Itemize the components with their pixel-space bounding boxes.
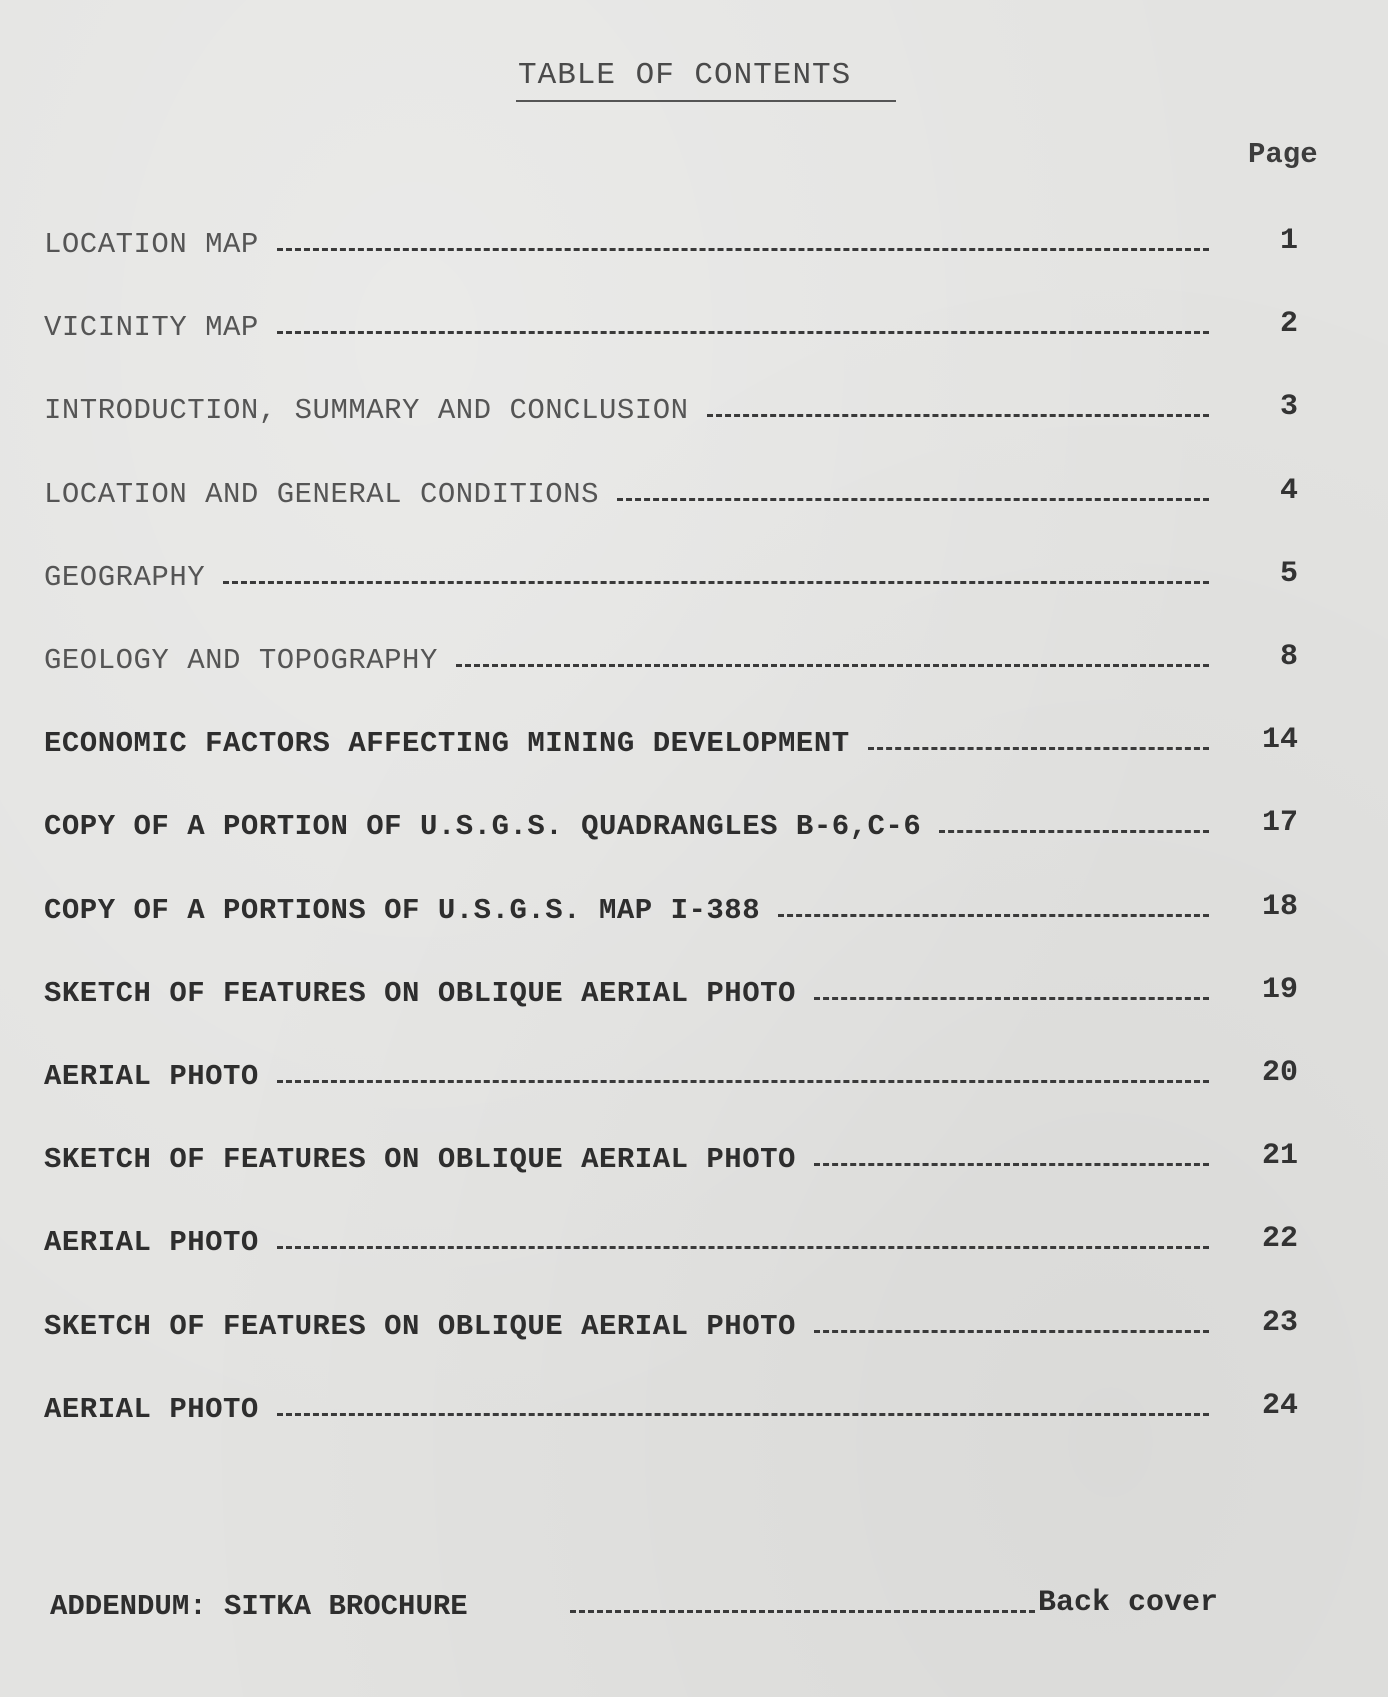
addendum-leader	[570, 1610, 1035, 1613]
toc-entry-label: COPY OF A PORTIONS OF U.S.G.S. MAP I-388	[44, 893, 761, 927]
toc-entry-label: SKETCH OF FEATURES ON OBLIQUE AERIAL PHOTO	[44, 976, 796, 1010]
toc-entry-page: 18	[1261, 889, 1298, 924]
toc-entry	[44, 1305, 1334, 1350]
toc-entry	[44, 390, 1334, 434]
toc-entry-leader	[814, 997, 1209, 1000]
toc-entry-page: 2	[1279, 307, 1298, 342]
addendum-row	[50, 1586, 1219, 1630]
toc-entry-page: 24	[1261, 1388, 1298, 1423]
toc-entry-leader	[277, 331, 1209, 334]
toc-entry-leader	[868, 747, 1209, 750]
toc-entry-label: COPY OF A PORTION OF U.S.G.S. QUADRANGLES B-6,C-6	[44, 810, 922, 844]
toc-entry-page: 21	[1261, 1139, 1298, 1174]
toc-entry-page: 14	[1261, 723, 1298, 758]
toc-entry-label: LOCATION MAP	[44, 228, 259, 261]
toc-entry-leader	[223, 581, 1209, 584]
toc-entry	[44, 1139, 1334, 1183]
toc-entry	[44, 1388, 1334, 1433]
toc-entry	[44, 1056, 1334, 1100]
toc-entry-label: AERIAL PHOTO	[44, 1392, 259, 1426]
toc-entry	[44, 473, 1334, 518]
toc-entry-page: 3	[1279, 390, 1298, 425]
toc-entry-leader	[707, 414, 1209, 417]
toc-entry	[44, 307, 1334, 351]
toc-entry-page: 23	[1261, 1305, 1298, 1340]
title-underline	[516, 100, 896, 102]
toc-entry-label: LOCATION AND GENERAL CONDITIONS	[44, 477, 599, 511]
toc-entry-leader	[939, 830, 1209, 833]
toc-entry	[44, 640, 1334, 684]
toc-entry-leader	[617, 498, 1209, 501]
toc-entry	[44, 1222, 1334, 1266]
addendum-page: Back cover	[1038, 1586, 1219, 1620]
toc-entry	[44, 556, 1334, 601]
page-column-heading: Page	[1248, 138, 1318, 171]
addendum-label: ADDENDUM: SITKA BROCHURE	[50, 1590, 468, 1623]
toc-entry-leader	[778, 914, 1209, 917]
toc-entry-leader	[814, 1330, 1209, 1333]
toc-entry-label: GEOGRAPHY	[44, 560, 206, 594]
toc-entry-leader	[277, 1080, 1209, 1083]
toc-entry-page: 17	[1261, 806, 1298, 841]
toc-entry-leader	[277, 248, 1209, 251]
toc-entry-page: 5	[1279, 556, 1298, 591]
page-title: TABLE OF CONTENTS	[518, 58, 852, 93]
toc-entry-leader	[277, 1413, 1209, 1416]
toc-entry-label: GEOLOGY AND TOPOGRAPHY	[44, 644, 438, 677]
toc-entry-page: 22	[1261, 1222, 1298, 1257]
toc-entry-label: SKETCH OF FEATURES ON OBLIQUE AERIAL PHOTO	[44, 1309, 796, 1343]
toc-entry-page: 8	[1279, 640, 1298, 674]
toc-entry	[44, 806, 1334, 850]
toc-entry-leader	[277, 1246, 1209, 1249]
toc-entry-page: 19	[1261, 972, 1298, 1007]
toc-entry-label: SKETCH OF FEATURES ON OBLIQUE AERIAL PHOTO	[44, 1143, 796, 1177]
toc-entry-page: 20	[1261, 1056, 1298, 1090]
toc-entry-leader	[456, 664, 1209, 667]
toc-entry-label: INTRODUCTION, SUMMARY AND CONCLUSION	[44, 394, 689, 428]
toc-entry-label: AERIAL PHOTO	[44, 1226, 259, 1260]
toc-entry-label: AERIAL PHOTO	[44, 1060, 259, 1093]
toc-entry-page: 1	[1279, 224, 1298, 258]
toc-entry-leader	[814, 1163, 1209, 1166]
toc-entry-label: ECONOMIC FACTORS AFFECTING MINING DEVELOPMENT	[44, 727, 850, 761]
toc-entry	[44, 889, 1334, 934]
toc-entry	[44, 224, 1334, 268]
toc-entry-page: 4	[1279, 473, 1298, 508]
toc-entry	[44, 723, 1334, 767]
toc-entry	[44, 972, 1334, 1017]
toc-entry-label: VICINITY MAP	[44, 311, 259, 345]
